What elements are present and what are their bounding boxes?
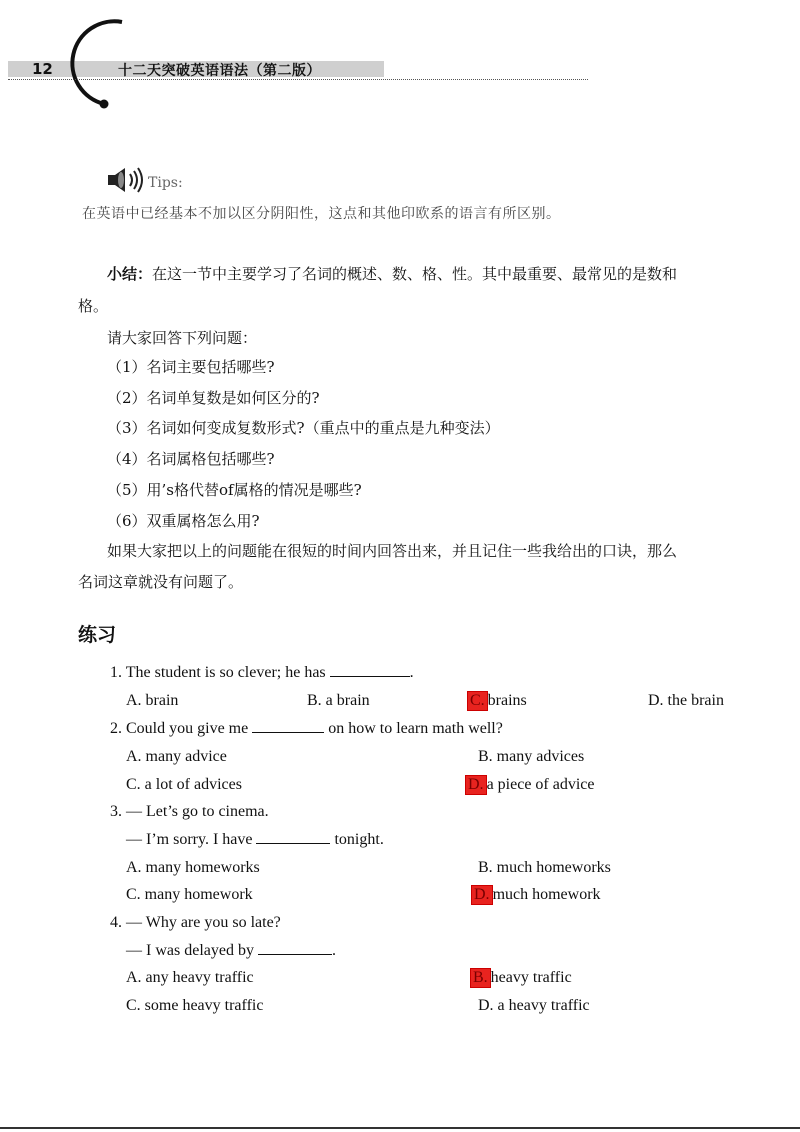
answer-highlight: C.: [470, 692, 485, 709]
page-number: 12: [32, 60, 53, 78]
q4-option-b-text: heavy traffic: [490, 969, 572, 986]
q4-option-b: [471, 969, 572, 987]
q2-option-a: A. many advice: [126, 748, 227, 765]
exercise-question-2: [110, 720, 503, 738]
q4-stem-end: .: [331, 942, 336, 959]
summary-lead: 小结：: [107, 265, 153, 283]
summary-line-1: [107, 267, 677, 282]
q1-option-c-text: brains: [487, 692, 527, 709]
question-item: （6）双重属格怎么用?: [107, 512, 260, 530]
q1-option-c: [468, 692, 527, 710]
q2-option-b: B. many advices: [478, 748, 585, 765]
q4-response: [126, 942, 336, 960]
q1-stem: 1. The student is so clever; he has: [110, 664, 326, 681]
answer-highlight: D.: [474, 886, 490, 903]
summary-prompt: 请大家回答下列问题：: [107, 329, 258, 347]
question-item: （5）用’s格代替of属格的情况是哪些?: [107, 481, 362, 499]
question-item: （1）名词主要包括哪些?: [107, 358, 275, 376]
q1-option-d: D. the brain: [648, 692, 724, 709]
question-item: （2）名词单复数是如何区分的?: [107, 389, 320, 407]
q4-option-c: C. some heavy traffic: [126, 997, 264, 1014]
q3-option-c: C. many homework: [126, 886, 253, 903]
q2-stem: 2. Could you give me: [110, 720, 249, 737]
q1-option-a: A. brain: [126, 692, 179, 709]
q2-option-c: C. a lot of advices: [126, 776, 242, 793]
answer-highlight: B.: [473, 969, 488, 986]
tips-label: Tips:: [148, 175, 183, 191]
q4-option-a: A. any heavy traffic: [126, 969, 254, 986]
q4-stem: — I was delayed by: [126, 942, 254, 959]
q2-option-d: [466, 776, 595, 794]
question-item: （4）名词属格包括哪些?: [107, 450, 275, 468]
q2-stem-end: on how to learn math well?: [328, 720, 503, 737]
q3-option-d-text: much homework: [492, 886, 601, 903]
exercise-question-3: 3. — Let’s go to cinema.: [110, 803, 269, 820]
summary-text-1: 在这一节中主要学习了名词的概述、数、格、性。其中最重要、最常见的是数和: [152, 265, 678, 283]
q3-response: [126, 831, 384, 849]
page-bottom-border: [0, 1127, 800, 1129]
answer-highlight: D.: [468, 776, 484, 793]
q3-option-d: [472, 886, 601, 904]
answer-blank: [330, 664, 410, 677]
q3-stem: — I’m sorry. I have: [126, 831, 253, 848]
closing-text-2: 名词这章就没有问题了。: [78, 573, 244, 591]
tips-text: 在英语中已经基本不加以区分阴阳性，这点和其他印欧系的语言有所区别。: [82, 206, 561, 222]
q4-option-d: D. a heavy traffic: [478, 997, 590, 1014]
q1-stem-end: .: [409, 664, 414, 681]
book-title: 十二天突破英语语法（第二版）: [118, 63, 321, 79]
question-item: （3）名词如何变成复数形式?（重点中的重点是九种变法）: [107, 419, 500, 437]
q2-option-d-text: a piece of advice: [486, 776, 595, 793]
q1-option-b: B. a brain: [307, 692, 370, 709]
header-divider: [8, 79, 588, 80]
exercise-question-4: 4. — Why are you so late?: [110, 914, 281, 931]
answer-blank: [256, 831, 330, 844]
q3-option-a: A. many homeworks: [126, 859, 260, 876]
exercise-title: 练习: [78, 624, 117, 646]
answer-blank: [258, 942, 332, 955]
q3-option-b: B. much homeworks: [478, 859, 611, 876]
speaker-icon: [106, 166, 146, 194]
exercise-question-1: [110, 664, 414, 682]
answer-blank: [252, 720, 324, 733]
summary-text-2: 格。: [78, 297, 109, 315]
q3-stem-end: tonight.: [334, 831, 384, 848]
closing-text-1: 如果大家把以上的问题能在很短的时间内回答出来，并且记住一些我给出的口诀，那么: [107, 542, 678, 560]
